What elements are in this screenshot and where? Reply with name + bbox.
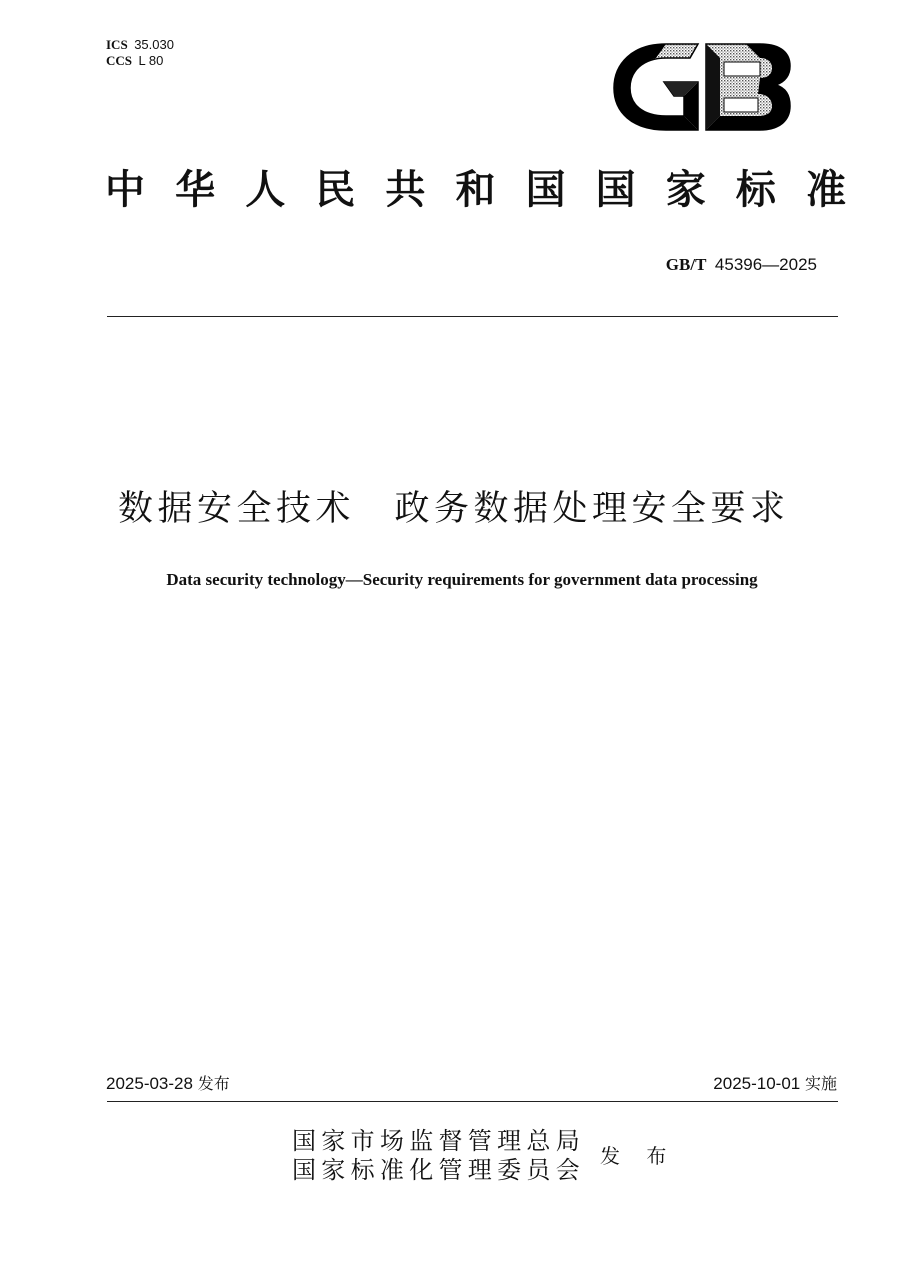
document-title-cn: 数据安全技术 政务数据处理安全要求 bbox=[118, 489, 790, 529]
standard-prefix: GB/T bbox=[665, 255, 707, 274]
effective-date bbox=[713, 1073, 837, 1095]
ics-label: ICS bbox=[106, 37, 128, 52]
title-char: 家 bbox=[665, 166, 706, 213]
ics-code bbox=[106, 37, 174, 53]
effective-date-value: 2025-10-01 bbox=[713, 1074, 801, 1093]
effective-date-label: 实施 bbox=[804, 1074, 837, 1093]
gb-logo-icon bbox=[610, 38, 792, 134]
standard-code: 45396—2025 bbox=[714, 255, 817, 274]
issuing-authorities bbox=[292, 1127, 585, 1185]
issue-date-label: 发布 bbox=[197, 1074, 230, 1093]
standard-number bbox=[666, 254, 817, 276]
ccs-label: CCS bbox=[106, 53, 133, 68]
ccs-value: L 80 bbox=[138, 53, 164, 68]
issue-action: 发 布 bbox=[600, 1144, 677, 1168]
issue-date bbox=[106, 1073, 230, 1095]
issuer-samr: 国家市场监督管理总局 bbox=[292, 1127, 585, 1155]
title-char: 人 bbox=[245, 166, 286, 213]
ics-value: 35.030 bbox=[134, 37, 174, 52]
title-char: 标 bbox=[735, 166, 776, 213]
classification-codes bbox=[106, 37, 174, 69]
title-char: 民 bbox=[315, 166, 356, 213]
title-char: 中 bbox=[105, 166, 145, 213]
document-title-en: Data security technology—Security requirements for government data processing bbox=[166, 570, 758, 589]
page-title bbox=[103, 164, 848, 216]
issuer-sac: 国家标准化管理委员会 bbox=[292, 1156, 585, 1184]
top-divider bbox=[107, 316, 838, 317]
ccs-code bbox=[106, 53, 174, 69]
title-char: 和 bbox=[455, 166, 496, 213]
issue-date-value: 2025-03-28 bbox=[106, 1074, 193, 1093]
title-char: 准 bbox=[805, 166, 846, 213]
bottom-divider bbox=[107, 1101, 838, 1102]
title-char: 国 bbox=[595, 166, 636, 213]
title-char: 共 bbox=[385, 166, 426, 213]
title-char: 华 bbox=[175, 166, 216, 213]
title-char: 国 bbox=[525, 166, 566, 213]
